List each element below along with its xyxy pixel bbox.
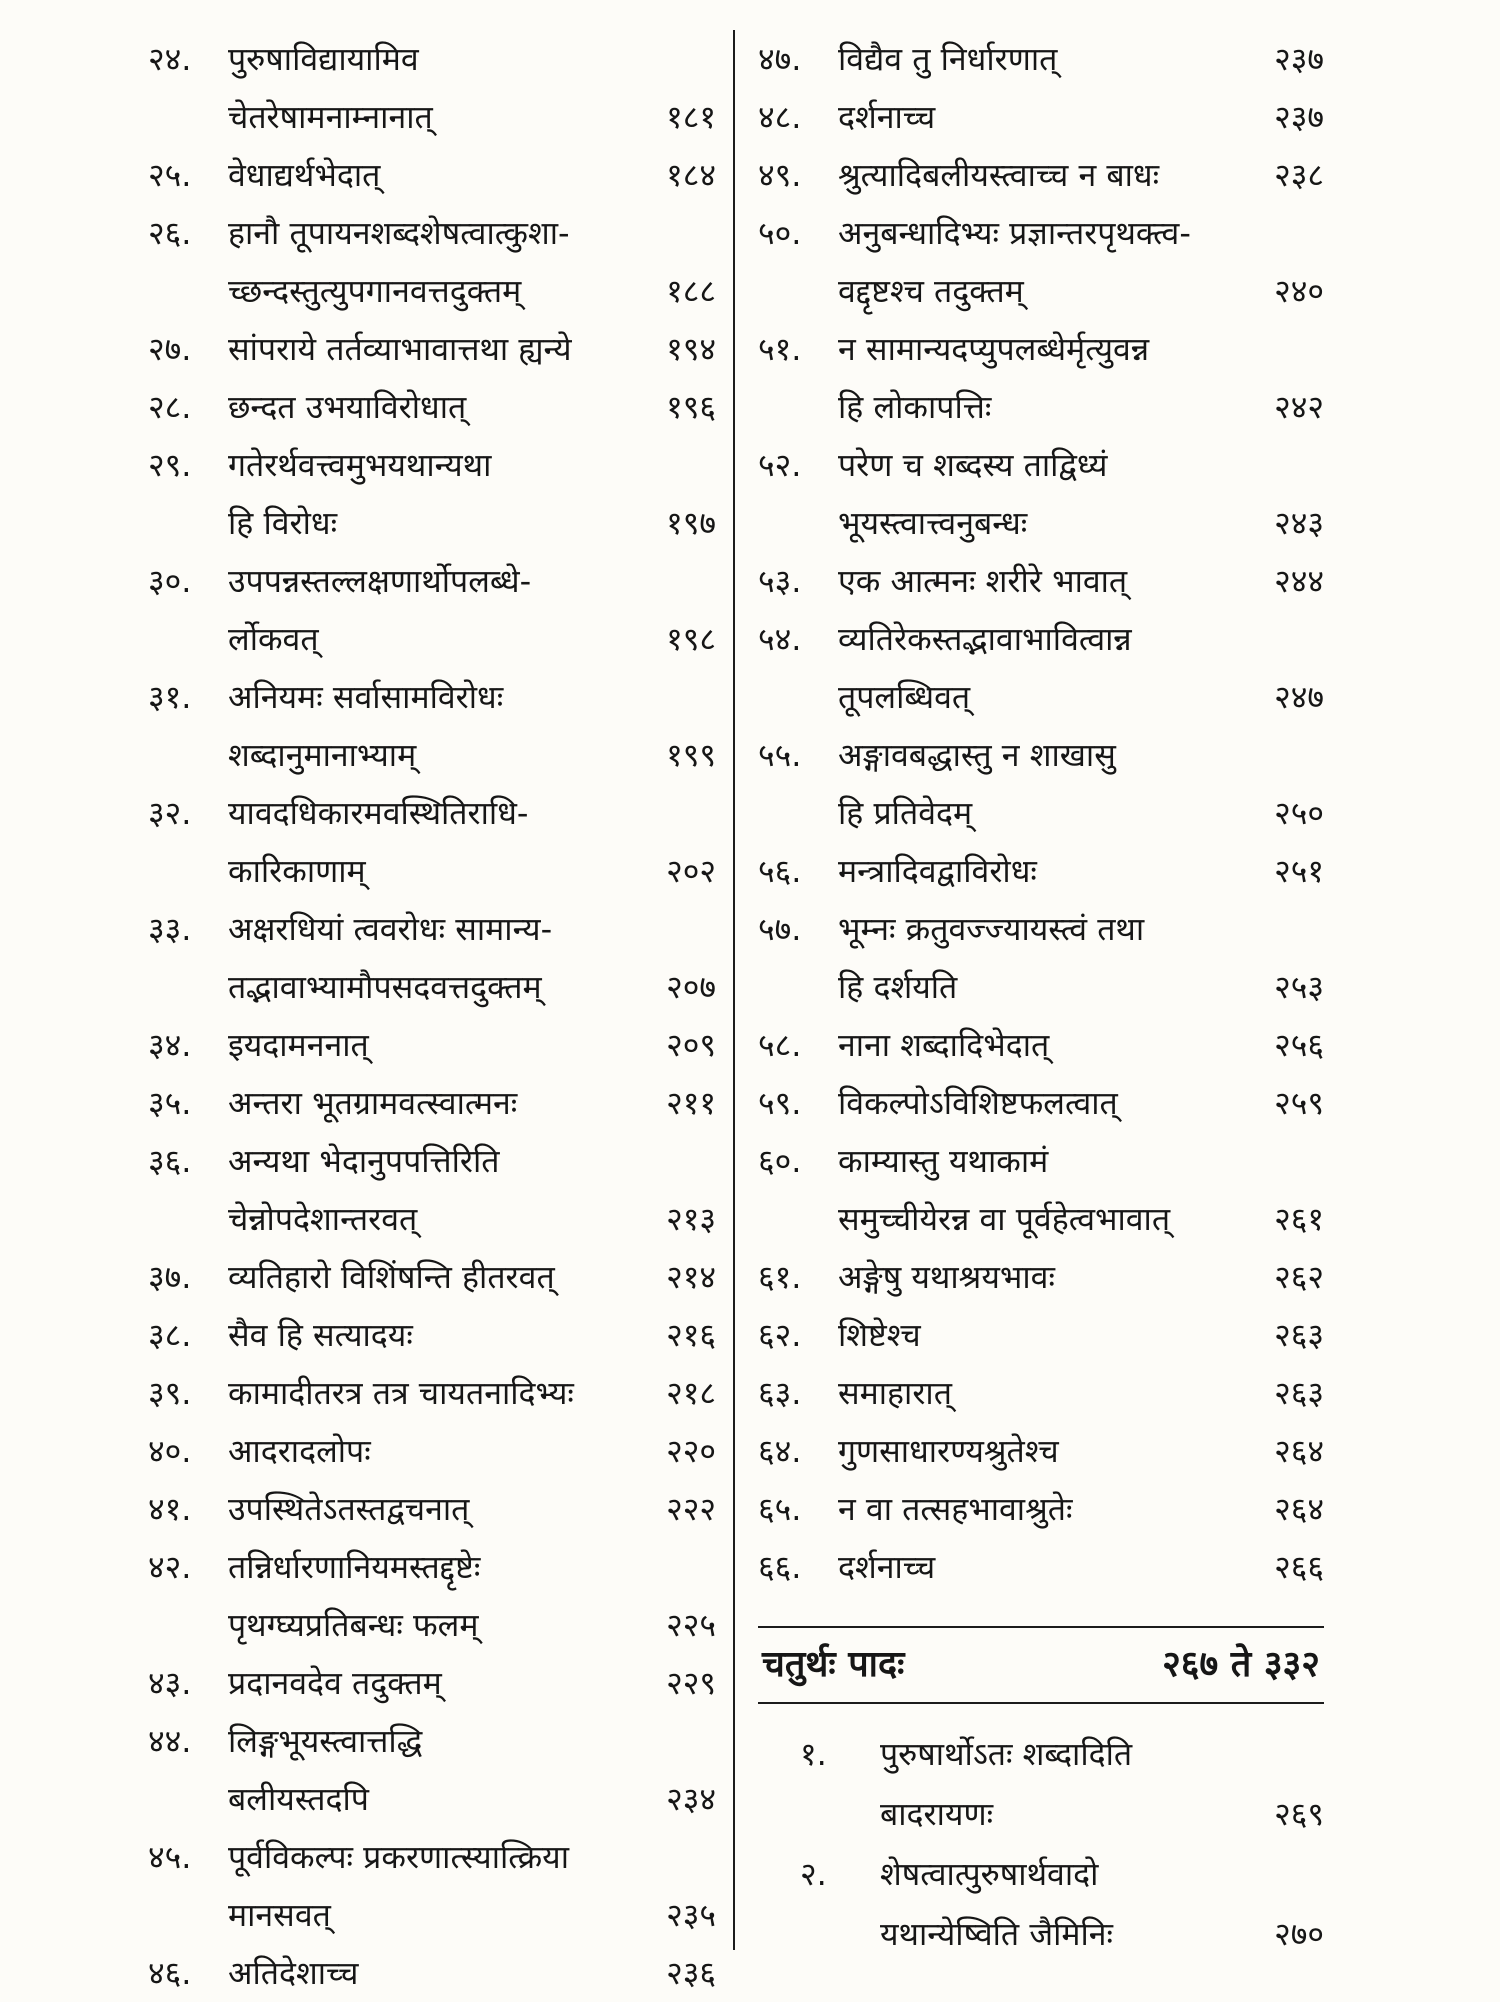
entry-line (758, 30, 1324, 88)
toc-entry (758, 1364, 1324, 1422)
sutra-number: ३०. (148, 562, 192, 600)
toc-entry (758, 552, 1324, 610)
indent-spacer (148, 262, 228, 320)
entry-line (758, 262, 1324, 320)
page-number: २५६ (1274, 1026, 1324, 1064)
right-entries (758, 30, 1324, 1596)
sutra-number: ५२. (758, 446, 802, 484)
toc-entry (758, 1132, 1324, 1248)
toc-entry (758, 726, 1324, 842)
sutra-text: तन्निर्धारणानियमस्तद्दृष्टेः (228, 1548, 481, 1586)
sutra-text: वद्दृष्टश्च तदुक्तम् (838, 272, 1024, 310)
entry-line (758, 668, 1324, 726)
sutra-text: उपपन्नस्तल्लक्षणार्थोपलब्धे- (228, 562, 532, 600)
indent-spacer (148, 1596, 228, 1654)
sutra-number: २६. (148, 214, 192, 252)
sutra-text: बलीयस्तदपि (228, 1780, 369, 1818)
sutra-text: कारिकाणाम् (228, 852, 366, 890)
toc-entry (800, 1844, 1324, 1964)
sutra-number: ३७. (148, 1258, 192, 1296)
sutra-number: ४५. (148, 1838, 192, 1876)
sutra-text: अङ्गेषु यथाश्रयभावः (838, 1258, 1055, 1296)
page-number: २३६ (666, 1954, 716, 1992)
page-number: २१३ (666, 1200, 716, 1238)
sutra-text: परेण च शब्दस्य ताद्विध्यं (838, 446, 1108, 484)
page-number: २६३ (1274, 1374, 1324, 1412)
entry-line (758, 958, 1324, 1016)
entry-line (758, 1538, 1324, 1596)
sutra-text: श्रुत्यादिबलीयस्त्वाच्च न बाधः (838, 156, 1160, 194)
indent-spacer (800, 1904, 880, 1964)
sutra-number: ५८. (758, 1026, 802, 1064)
sutra-text: यावदधिकारमवस्थितिराधि- (228, 794, 529, 832)
sutra-text: च्छन्दस्तुत्युपगानवत्तदुक्तम् (228, 272, 522, 310)
sutra-text: शब्दानुमानाभ्याम् (228, 736, 417, 774)
sutra-text: हानौ तूपायनशब्दशेषत्वात्कुशा- (228, 214, 570, 252)
entry-line (148, 1944, 716, 2002)
entry-line (758, 1306, 1324, 1364)
sutra-number: ३३. (148, 910, 192, 948)
entry-line (758, 436, 1324, 494)
page-number: २३७ (1274, 98, 1324, 136)
sutra-number: ५६. (758, 852, 802, 890)
toc-entry (148, 204, 716, 320)
indent-spacer (148, 726, 228, 784)
sutra-number: ३८. (148, 1316, 192, 1354)
entry-line (800, 1724, 1324, 1784)
page-number: २४७ (1274, 678, 1324, 716)
entry-line (148, 494, 716, 552)
page-number: १९६ (666, 388, 716, 426)
sutra-text: नाना शब्दादिभेदात् (838, 1026, 1050, 1064)
sutra-number: ४२. (148, 1548, 192, 1586)
sutra-number: २९. (148, 446, 192, 484)
sutra-text: काम्यास्तु यथाकामं (838, 1142, 1049, 1180)
sutra-text: चेतरेषामनाम्नानात् (228, 98, 433, 136)
sutra-number: ४४. (148, 1722, 192, 1760)
entry-line (148, 1480, 716, 1538)
sutra-number: २४. (148, 40, 192, 78)
entry-line (758, 784, 1324, 842)
sutra-text: अङ्गावबद्धास्तु न शाखासु (838, 736, 1116, 774)
sutra-text: दर्शनाच्च (838, 1548, 936, 1586)
sutra-number: ६२. (758, 1316, 802, 1354)
sutra-text: पूर्वविकल्पः प्रकरणात्स्यात्क्रिया (228, 1838, 569, 1876)
entry-line (758, 1364, 1324, 1422)
entry-line (148, 1248, 716, 1306)
toc-entry (148, 900, 716, 1016)
entry-line (148, 320, 716, 378)
sutra-text: मन्त्रादिवद्वाविरोधः (838, 852, 1037, 890)
entry-line (800, 1784, 1324, 1844)
sutra-text: न वा तत्सहभावाश्रुतेः (838, 1490, 1073, 1528)
sutra-text: शिष्टेश्च (838, 1316, 921, 1354)
sutra-text: पुरुषार्थोऽतः शब्दादिति (880, 1735, 1133, 1773)
sutra-number: ४०. (148, 1432, 192, 1470)
sutra-text: वेधाद्यर्थभेदात् (228, 156, 381, 194)
page-number: २११ (666, 1084, 716, 1122)
entry-line (758, 1190, 1324, 1248)
toc-entry (758, 1016, 1324, 1074)
page-number: १९४ (666, 330, 716, 368)
entry-line (148, 436, 716, 494)
sutra-number: ४६. (148, 1954, 192, 1992)
sutra-text: छन्दत उभयाविरोधात् (228, 388, 467, 426)
entry-line (148, 30, 716, 88)
entry-line (148, 146, 716, 204)
page-number: २४२ (1274, 388, 1324, 426)
page-number: २३४ (666, 1780, 716, 1818)
page-number: २४३ (1274, 504, 1324, 542)
toc-entry (148, 320, 716, 378)
sutra-text: चेन्नोपदेशान्तरवत् (228, 1200, 418, 1238)
sutra-number: ३१. (148, 678, 192, 716)
sutra-text: गुणसाधारण्यश्रुतेश्च (838, 1432, 1059, 1470)
sutra-number: ४७. (758, 40, 802, 78)
sutra-number: ५५. (758, 736, 802, 774)
toc-entry (148, 552, 716, 668)
sutra-text: लिङ्गभूयस्त्वात्तद्धि (228, 1722, 423, 1760)
page-number: २२९ (666, 1664, 716, 1702)
toc-entry (758, 204, 1324, 320)
sutra-number: ५७. (758, 910, 802, 948)
page-number: १९८ (666, 620, 716, 658)
sutra-number: २७. (148, 330, 192, 368)
sutra-number: ५१. (758, 330, 802, 368)
sutra-number: ५०. (758, 214, 802, 252)
page-number: २६६ (1274, 1548, 1324, 1586)
toc-entry (758, 1422, 1324, 1480)
indent-spacer (758, 262, 838, 320)
sutra-text: अक्षरधियां त्ववरोधः सामान्य- (228, 910, 553, 948)
page-number: २६२ (1274, 1258, 1324, 1296)
section-title: चतुर्थः पादः (762, 1644, 905, 1685)
right-column (758, 30, 1324, 1964)
sutra-number: २. (800, 1855, 827, 1893)
indent-spacer (148, 1770, 228, 1828)
entry-line (148, 378, 716, 436)
sutra-text: उपस्थितेऽतस्तद्वचनात् (228, 1490, 470, 1528)
entry-line (148, 1306, 716, 1364)
entry-line (148, 1828, 716, 1886)
toc-entry (758, 436, 1324, 552)
entry-line (758, 378, 1324, 436)
page-number: २१८ (666, 1374, 716, 1412)
page-number: २६९ (1274, 1795, 1324, 1833)
page-number: १८८ (666, 272, 716, 310)
indent-spacer (758, 668, 838, 726)
sutra-number: ५३. (758, 562, 802, 600)
toc-entry (148, 30, 716, 146)
indent-spacer (758, 784, 838, 842)
section-page-range: २६७ ते ३३२ (1162, 1644, 1320, 1685)
sutra-number: १. (800, 1735, 827, 1773)
entry-line (148, 88, 716, 146)
sutra-text: हि विरोधः (228, 504, 338, 542)
page-number: २२५ (666, 1606, 716, 1644)
toc-entry (758, 1306, 1324, 1364)
column-divider (733, 30, 735, 1950)
page-number: २०७ (666, 968, 716, 1006)
toc-entry (148, 1364, 716, 1422)
entry-line (758, 1074, 1324, 1132)
sutra-number: ६१. (758, 1258, 802, 1296)
page-number: २४० (1274, 272, 1324, 310)
toc-entry (148, 1132, 716, 1248)
page-number: १८४ (666, 156, 716, 194)
sutra-text: पृथग्घ्यप्रतिबन्धः फलम् (228, 1606, 479, 1644)
sutra-text: हि लोकापत्तिः (838, 388, 992, 426)
sutra-number: ३६. (148, 1142, 192, 1180)
sutra-text: अन्तरा भूतग्रामवत्स्वात्मनः (228, 1084, 518, 1122)
sutra-text: गतेरर्थवत्त्वमुभयथान्यथा (228, 446, 492, 484)
sutra-text: अतिदेशाच्च (228, 1954, 359, 1992)
toc-entry (148, 1422, 716, 1480)
sutra-number: ३२. (148, 794, 192, 832)
page-number: २३५ (666, 1896, 716, 1934)
entry-line (758, 204, 1324, 262)
entry-line (148, 1770, 716, 1828)
entry-line (758, 726, 1324, 784)
entry-line (148, 552, 716, 610)
sutra-number: ४९. (758, 156, 802, 194)
toc-entry (758, 1248, 1324, 1306)
toc-entry (148, 668, 716, 784)
section-entries (758, 1724, 1324, 1964)
toc-entry (758, 88, 1324, 146)
sutra-text: आदरादलोपः (228, 1432, 371, 1470)
sutra-number: ६५. (758, 1490, 802, 1528)
toc-entry (148, 378, 716, 436)
entry-line (148, 1886, 716, 1944)
entry-line (800, 1904, 1324, 1964)
toc-entry (758, 1480, 1324, 1538)
sutra-text: समुच्चीयेरन्न वा पूर्वहेत्वभावात् (838, 1200, 1171, 1238)
toc-entry (148, 1828, 716, 1944)
indent-spacer (148, 88, 228, 146)
page-number: २२२ (666, 1490, 716, 1528)
sutra-number: ३५. (148, 1084, 192, 1122)
page-number: २१६ (666, 1316, 716, 1354)
entry-line (148, 842, 716, 900)
indent-spacer (758, 494, 838, 552)
toc-entry (758, 1074, 1324, 1132)
entry-line (758, 494, 1324, 552)
sutra-text: समाहारात् (838, 1374, 952, 1412)
toc-entry (758, 146, 1324, 204)
sutra-text: पुरुषाविद्यायामिव (228, 40, 419, 78)
entry-line (148, 1016, 716, 1074)
toc-entry (758, 900, 1324, 1016)
sutra-text: इयदामननात् (228, 1026, 369, 1064)
page-number: २०२ (666, 852, 716, 890)
entry-line (148, 726, 716, 784)
page-number: १८१ (666, 98, 716, 136)
indent-spacer (800, 1784, 880, 1844)
toc-entry (148, 1712, 716, 1828)
entry-line (758, 1480, 1324, 1538)
page-number: २५१ (1274, 852, 1324, 890)
indent-spacer (148, 494, 228, 552)
sutra-text: सैव हि सत्यादयः (228, 1316, 413, 1354)
indent-spacer (758, 958, 838, 1016)
indent-spacer (148, 1886, 228, 1944)
entry-line (148, 1190, 716, 1248)
entry-line (148, 1538, 716, 1596)
page-number: २५३ (1274, 968, 1324, 1006)
sutra-text: व्यतिहारो विशिंषन्ति हीतरवत् (228, 1258, 555, 1296)
toc-entry (148, 1248, 716, 1306)
entry-line (758, 900, 1324, 958)
sutra-text: बादरायणः (880, 1795, 994, 1833)
section-rule-bottom (758, 1702, 1324, 1704)
sutra-text: हि दर्शयति (838, 968, 958, 1006)
sutra-text: अन्यथा भेदानुपपत्तिरिति (228, 1142, 500, 1180)
indent-spacer (148, 1190, 228, 1248)
sutra-text: भूयस्त्वात्त्वनुबन्धः (838, 504, 1028, 542)
entry-line (148, 1596, 716, 1654)
sutra-text: विद्यैव तु निर्धारणात् (838, 40, 1058, 78)
toc-entry (148, 1538, 716, 1654)
sutra-number: ६६. (758, 1548, 802, 1586)
page-number: २५० (1274, 794, 1324, 832)
page-number: २६४ (1274, 1432, 1324, 1470)
entry-line (148, 958, 716, 1016)
entry-line (148, 262, 716, 320)
page-number: २७० (1274, 1915, 1324, 1953)
sutra-text: हि प्रतिवेदम् (838, 794, 973, 832)
sutra-text: विकल्पोऽविशिष्टफलत्वात् (838, 1084, 1118, 1122)
sutra-text: दर्शनाच्च (838, 98, 936, 136)
entry-line (758, 88, 1324, 146)
entry-line (148, 610, 716, 668)
page-number: २५९ (1274, 1084, 1324, 1122)
sutra-text: सांपराये तर्तव्याभावात्तथा ह्यन्ये (228, 330, 572, 368)
sutra-number: २८. (148, 388, 192, 426)
toc-entry (758, 30, 1324, 88)
sutra-text: एक आत्मनः शरीरे भावात् (838, 562, 1128, 600)
page-number: १९७ (666, 504, 716, 542)
sutra-number: ६४. (758, 1432, 802, 1470)
toc-entry (148, 1480, 716, 1538)
sutra-text: र्लोकवत् (228, 620, 319, 658)
sutra-number: ५९. (758, 1084, 802, 1122)
entry-line (148, 1132, 716, 1190)
entry-line (758, 1132, 1324, 1190)
sutra-text: तूपलब्धिवत् (838, 678, 971, 716)
sutra-text: तद्भावाभ्यामौपसदवत्तदुक्तम् (228, 968, 542, 1006)
entry-line (148, 1712, 716, 1770)
entry-line (148, 1364, 716, 1422)
sutra-number: ६०. (758, 1142, 802, 1180)
sutra-number: २५. (148, 156, 192, 194)
toc-entry (148, 1016, 716, 1074)
sutra-number: ४८. (758, 98, 802, 136)
indent-spacer (758, 378, 838, 436)
toc-entry (758, 320, 1324, 436)
entry-line (758, 552, 1324, 610)
entry-line (148, 204, 716, 262)
page-number: २६३ (1274, 1316, 1324, 1354)
indent-spacer (148, 610, 228, 668)
page-number: २६१ (1274, 1200, 1324, 1238)
entry-line (148, 784, 716, 842)
entry-line (758, 610, 1324, 668)
sutra-text: प्रदानवदेव तदुक्तम् (228, 1664, 442, 1702)
entry-line (758, 842, 1324, 900)
toc-entry (148, 1944, 716, 2002)
toc-entry (148, 1074, 716, 1132)
toc-entry (148, 436, 716, 552)
entry-line (758, 146, 1324, 204)
page-number: २०९ (666, 1026, 716, 1064)
entry-line (758, 1016, 1324, 1074)
sutra-text: मानसवत् (228, 1896, 331, 1934)
toc-entry (148, 1306, 716, 1364)
entry-line (758, 1248, 1324, 1306)
sutra-number: ३४. (148, 1026, 192, 1064)
entry-line (148, 668, 716, 726)
page-number: २३८ (1274, 156, 1324, 194)
indent-spacer (148, 958, 228, 1016)
indent-spacer (758, 1190, 838, 1248)
entry-line (148, 1422, 716, 1480)
entry-line (758, 320, 1324, 378)
sutra-text: कामादीतरत्र तत्र चायतनादिभ्यः (228, 1374, 574, 1412)
sutra-text: शेषत्वात्पुरुषार्थवादो (880, 1855, 1099, 1893)
toc-entry (758, 842, 1324, 900)
sutra-text: यथान्येष्विति जैमिनिः (880, 1915, 1114, 1953)
page-number: २४४ (1274, 562, 1324, 600)
entry-line (800, 1844, 1324, 1904)
sutra-text: न सामान्यदप्युपलब्धेर्मृत्युवन्न (838, 330, 1150, 368)
toc-entry (148, 1654, 716, 1712)
sutra-number: ५४. (758, 620, 802, 658)
page-number: २२० (666, 1432, 716, 1470)
entry-line (148, 1074, 716, 1132)
toc-entry (148, 146, 716, 204)
toc-entry (758, 1538, 1324, 1596)
indent-spacer (148, 842, 228, 900)
toc-entry (758, 610, 1324, 726)
entry-line (758, 1422, 1324, 1480)
sutra-text: व्यतिरेकस्तद्भावाभावित्वान्न (838, 620, 1132, 658)
page-number: २३७ (1274, 40, 1324, 78)
entry-line (148, 900, 716, 958)
toc-entry (148, 784, 716, 900)
toc-entry (800, 1724, 1324, 1844)
left-column (148, 30, 716, 2002)
sutra-text: अनुबन्धादिभ्यः प्रज्ञान्तरपृथक्त्व- (838, 214, 1191, 252)
page-number: १९९ (666, 736, 716, 774)
entry-line (148, 1654, 716, 1712)
page-number: २६४ (1274, 1490, 1324, 1528)
sutra-text: भूम्नः क्रतुवज्ज्यायस्त्वं तथा (838, 910, 1145, 948)
page-number: २१४ (666, 1258, 716, 1296)
sutra-number: ३९. (148, 1374, 192, 1412)
sutra-number: ४३. (148, 1664, 192, 1702)
sutra-text: अनियमः सर्वासामविरोधः (228, 678, 504, 716)
sutra-number: ४१. (148, 1490, 192, 1528)
section-heading (758, 1628, 1324, 1702)
sutra-number: ६३. (758, 1374, 802, 1412)
